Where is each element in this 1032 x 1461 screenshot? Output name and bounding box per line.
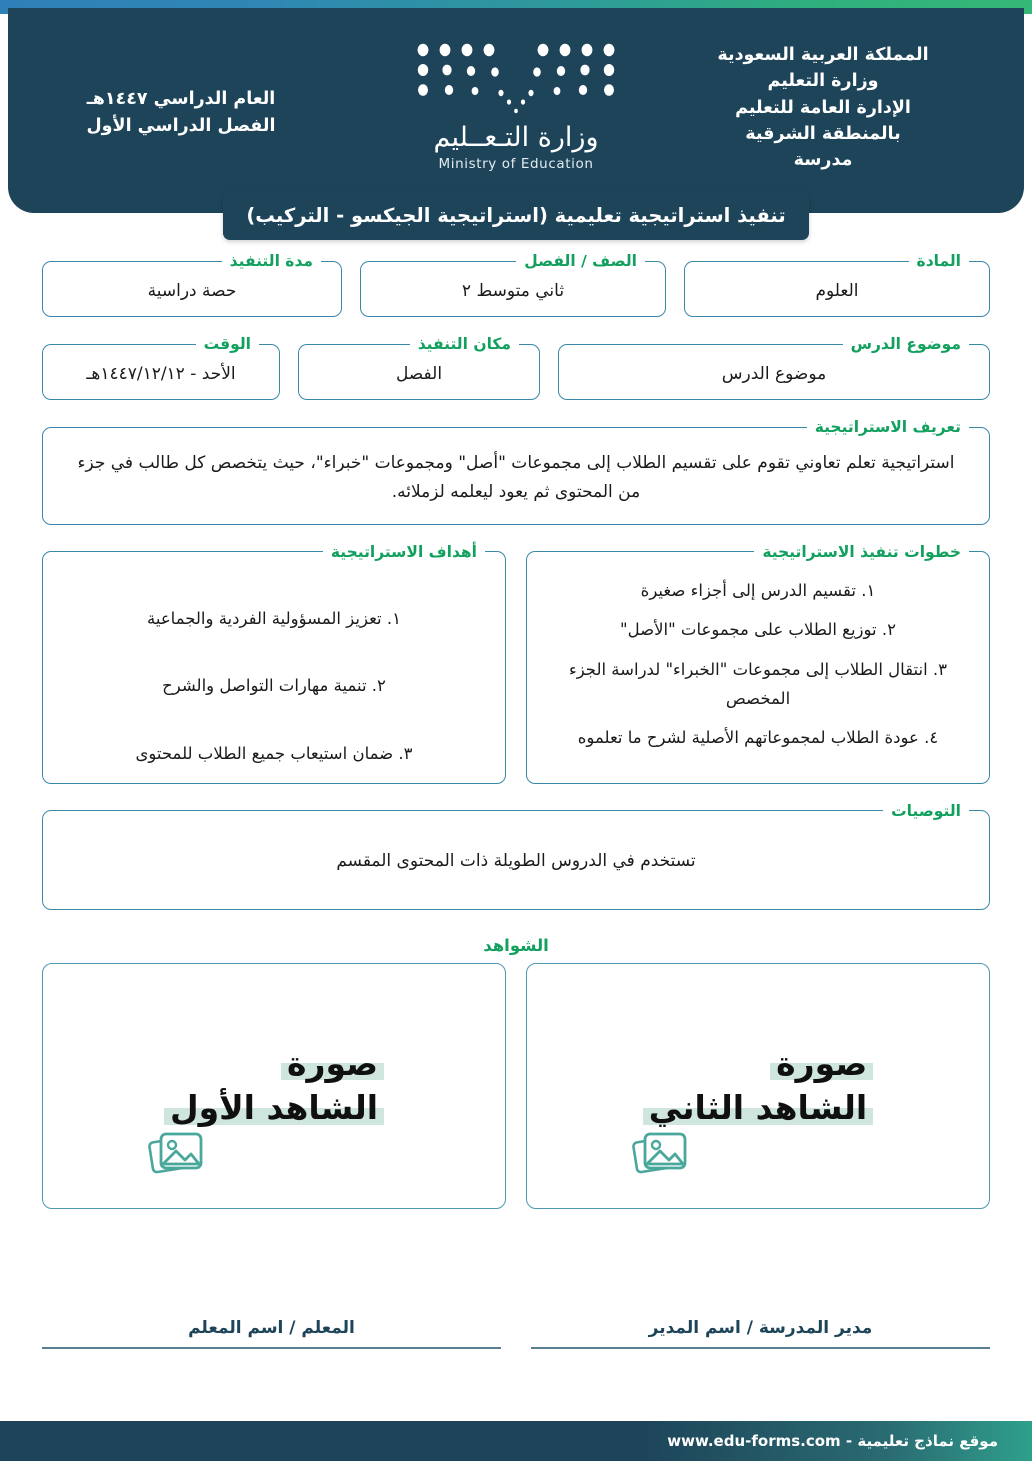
field-place-label: مكان التنفيذ: [417, 335, 511, 353]
info-row-2: [42, 335, 990, 400]
strategy-step-3[interactable]: ٣. انتقال الطلاب إلى مجموعات "الخبراء" لدراسة الجزء المخصص: [568, 659, 948, 708]
evidence-card-first[interactable]: [42, 963, 506, 1209]
logo-arabic-text: وزارة التـعــليم: [433, 122, 599, 153]
field-time-label: الوقت: [203, 335, 251, 353]
evidence-card-second-text: [649, 1042, 867, 1130]
document-title-banner: تنفيذ استراتيجية تعليمية (استراتيجية الجيكسو - التركيب): [223, 190, 809, 240]
evidence-card-second[interactable]: [526, 963, 990, 1209]
field-grade-class-label: الصف / الفصل: [524, 252, 637, 270]
ministry-of-education-logo: [401, 40, 631, 172]
org-line-school: مدرسة: [793, 150, 853, 170]
document-body: [42, 252, 990, 1209]
semester-text: الفصل الدراسي الأول: [86, 116, 276, 137]
field-duration-value[interactable]: حصة دراسية: [147, 281, 237, 301]
field-lesson-topic-value[interactable]: موضوع الدرس: [721, 364, 827, 384]
field-place-value[interactable]: الفصل: [395, 364, 443, 384]
recommendations-label: التوصيات: [891, 801, 961, 820]
field-grade-class-value[interactable]: ثاني متوسط ٢: [461, 281, 565, 301]
section-strategy-goals: [42, 543, 506, 784]
field-duration-label: مدة التنفيذ: [229, 252, 313, 270]
org-line-kingdom: المملكة العربية السعودية: [717, 45, 929, 65]
academic-year-text: العام الدراسي ١٤٤٧هـ: [86, 89, 276, 109]
section-recommendations: [42, 802, 990, 911]
field-subject-value[interactable]: العلوم: [815, 281, 859, 301]
section-strategy-steps: [526, 543, 990, 784]
strategy-goals-label: أهداف الاستراتيجية: [330, 542, 477, 561]
section-strategy-definition: [42, 418, 990, 525]
signature-teacher-label: المعلم / اسم المعلم: [188, 1318, 355, 1338]
evidence-second-line1: صورة: [776, 1042, 867, 1086]
org-line-region: بالمنطقة الشرقية: [745, 123, 901, 144]
signature-principal: [531, 1318, 990, 1349]
evidence-row: [42, 963, 990, 1209]
signature-principal-line: [531, 1347, 990, 1349]
footer-website-text: موقع نماذج تعليمية - www.edu-forms.com: [667, 1432, 998, 1450]
info-row-1: [42, 252, 990, 317]
academic-year-block: [66, 86, 296, 140]
field-duration: [42, 252, 342, 317]
field-subject-label: المادة: [916, 252, 961, 270]
org-line-admin: الإدارة العامة للتعليم: [735, 97, 911, 118]
field-time-value[interactable]: الأحد - ١٤٤٧/١٢/١٢هـ: [86, 364, 236, 384]
strategy-step-4[interactable]: ٤. عودة الطلاب لمجموعاتهم الأصلية لشرح ما تعلموه: [577, 728, 939, 748]
signature-teacher-line: [42, 1347, 501, 1349]
logo-english-text: Ministry of Education: [438, 156, 594, 172]
field-grade-class: [360, 252, 666, 317]
strategy-step-1[interactable]: ١. تقسيم الدرس إلى أجزاء صغيرة: [640, 580, 876, 600]
image-gallery-icon: [147, 1128, 209, 1186]
document-footer: [0, 1421, 1032, 1461]
strategy-definition-label: تعريف الاستراتيجية: [814, 418, 961, 436]
org-line-ministry: وزارة التعليم: [767, 71, 879, 92]
evidence-first-line2: الشاهد الأول: [170, 1086, 378, 1130]
field-subject: [684, 252, 990, 317]
image-gallery-icon: [631, 1128, 693, 1186]
field-time: [42, 335, 280, 400]
signature-principal-label: مدير المدرسة / اسم المدير: [648, 1318, 873, 1338]
document-header: [8, 8, 1024, 213]
strategy-goal-1[interactable]: ١. تعزيز المسؤولية الفردية والجماعية: [147, 608, 401, 628]
organization-block: [688, 42, 958, 173]
evidence-section-label: الشواهد: [483, 936, 549, 956]
evidence-first-line1: صورة: [287, 1042, 378, 1086]
evidence-card-first-text: [170, 1042, 378, 1130]
strategy-goal-2[interactable]: ٢. تنمية مهارات التواصل والشرح: [162, 676, 386, 696]
signature-row: [42, 1318, 990, 1349]
strategy-goal-3[interactable]: ٣. ضمان استيعاب جميع الطلاب للمحتوى: [135, 743, 413, 763]
strategy-steps-label: خطوات تنفيذ الاستراتيجية: [762, 542, 961, 561]
evidence-second-line2: الشاهد الثاني: [649, 1086, 867, 1130]
moe-dot-pattern-icon: [401, 40, 631, 118]
field-place: [298, 335, 540, 400]
strategy-step-2[interactable]: ٢. توزيع الطلاب على مجموعات "الأصل": [619, 620, 897, 640]
strategy-definition-text[interactable]: استراتيجية تعلم تعاوني تقوم على تقسيم الطلاب إلى مجموعات "أصل" ومجموعات "خبراء"، حيث يتخصص كل طالب في جزء من المحتوى ثم يعود ليعلمه لزملائه.: [77, 453, 955, 502]
recommendations-text[interactable]: تستخدم في الدروس الطويلة ذات المحتوى المقسم: [336, 850, 696, 871]
signature-teacher: [42, 1318, 501, 1349]
field-lesson-topic-label: موضوع الدرس: [850, 335, 961, 353]
field-lesson-topic: [558, 335, 990, 400]
steps-goals-row: [42, 543, 990, 784]
